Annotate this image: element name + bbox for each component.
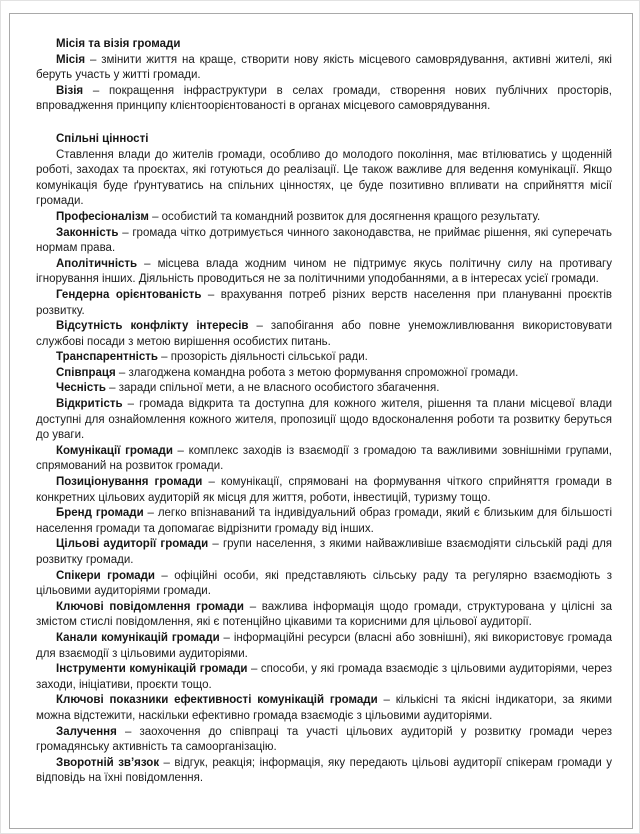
document-paragraph <box>36 725 612 756</box>
paragraph-term: Транспарентність <box>56 351 158 364</box>
document-paragraph <box>36 366 612 382</box>
paragraph-text: – громада відкрита та доступна для кожного жителя, рішення та плани місцевої влади доступні для ознайомлення кожного жителя, пропозиції щодо вдосконалення роботи та розвитку беруться до уваги. <box>36 398 612 442</box>
paragraph-term: Співпраця <box>56 366 116 379</box>
paragraph-term: Відкритість <box>56 398 123 411</box>
paragraph-text: – врахування потреб різних верств населення при плануванні проєктів розвитку. <box>36 288 612 317</box>
paragraph-term: Спікери громади <box>56 569 155 582</box>
paragraph-text: – заохочення до співпраці та участі цільових аудиторій у розвитку громади через громадянську активність та самоорганізацію. <box>36 725 612 754</box>
document-paragraph <box>36 53 612 84</box>
paragraph-text: – важлива інформація щодо громади, структурована у цілісні за змістом стислі повідомлення, які є потенційно цікавими та корисними для цільової аудиторії. <box>36 600 612 629</box>
paragraph-term: Законність <box>56 226 119 239</box>
document-paragraph <box>36 132 612 148</box>
paragraph-text: – злагоджена командна робота з метою формування спроможної громади. <box>115 366 519 379</box>
paragraph-term: Позиціонування громади <box>56 476 203 489</box>
paragraph-term: Візія <box>56 84 84 97</box>
document-paragraph <box>36 444 612 475</box>
document-page <box>9 13 633 829</box>
document-paragraph <box>36 210 612 226</box>
paragraph-text: – громада чітко дотримується чинного законодавства, не приймає рішення, які суперечать нормам права. <box>36 226 612 255</box>
paragraph-term: Цільові аудиторії громади <box>56 538 209 551</box>
document-body <box>36 37 612 787</box>
paragraph-text: – способи, у які громада взаємодіє з цільовими аудиторіями, через заходи, ініціативи, проєкти тощо. <box>36 663 613 691</box>
paragraph-term: Місія <box>56 53 86 66</box>
document-paragraph <box>36 226 612 257</box>
paragraph-text: – комплекс заходів із взаємодії з громадою та важливими зовнішніми групами, спрямований на розвиток громади. <box>36 444 612 473</box>
paragraph-text: – офіційні особи, які представляють сільську раду та регулярно взаємодіють з цільовими аудиторіями громади. <box>36 569 612 598</box>
paragraph-text: – покращення інфраструктури в селах громади, створення нових публічних просторів, впровадження принципу клієнтоорієнтованості в органах місцевого самоврядування. <box>36 84 612 113</box>
paragraph-term: Відсутність конфлікту інтересів <box>56 320 249 333</box>
paragraph-term: Професіоналізм <box>56 210 149 223</box>
document-paragraph <box>36 84 612 115</box>
document-paragraph <box>36 631 612 662</box>
document-paragraph <box>36 37 612 53</box>
paragraph-text: – відгук, реакція; інформація, яку передають цільові аудиторії спікерам громади у відповідь на їхні повідомлення. <box>36 756 612 785</box>
paragraph-term: Ключові показники ефективності комунікацій громади <box>56 694 378 707</box>
document-paragraph <box>36 397 612 444</box>
document-paragraph <box>36 693 612 724</box>
document-paragraph <box>36 257 612 288</box>
paragraph-term: Ключові повідомлення громади <box>56 600 244 613</box>
paragraph-term: Місія та візія громади <box>56 38 181 50</box>
document-paragraph <box>36 475 612 506</box>
document-paragraph <box>36 506 612 537</box>
document-paragraph <box>36 381 612 397</box>
paragraph-term: Залучення <box>56 725 117 738</box>
paragraph-term: Гендерна орієнтованість <box>56 288 202 301</box>
paragraph-term: Зворотній зв’язок <box>56 756 160 769</box>
paragraph-text: – запобігання або повне унеможливлювання використовувати службові посади з метою вирішення особистих питань. <box>36 320 612 348</box>
document-paragraph <box>36 350 612 366</box>
document-paragraph <box>36 662 612 693</box>
paragraph-text: – кількісні та якісні індикатори, за якими можна відстежити, наскільки ефективно громада взаємодіє з цільовими аудиторіями. <box>36 694 612 722</box>
paragraph-text: – легко впізнаваний та індивідуальний образ громади, який є близьким для більшості населення громади та допомагає відрізнити громаду від інших. <box>36 507 613 535</box>
paragraph-term: Аполітичність <box>56 257 138 270</box>
paragraph-term: Інструменти комунікацій громади <box>56 663 248 676</box>
paragraph-text: – інформаційні ресурси (власні або зовнішні), які використовує громада для взаємодії з цільовими аудиторіями. <box>36 631 613 660</box>
paragraph-text: – комунікації, спрямовані на формування чіткого сприйняття громади в конкретних цільових аудиторій як місця для життя, роботи, інвестицій, туризму тощо. <box>36 476 612 504</box>
paragraph-term: Канали комунікацій громади <box>56 631 220 644</box>
document-paragraph <box>36 569 612 600</box>
document-paragraph <box>36 319 612 350</box>
paragraph-text: Ставлення влади до жителів громади, особливо до молодого покоління, має втілюватись у щоденній роботі, заходах та проєктах, які готуються до реалізації. Це також важливе для ведення комунікації. Якщо комунікація буде ґрунтуватись на спільних цінностях, це буде позитивно впливати на сприйняття місії громади. <box>36 148 612 208</box>
document-paragraph <box>36 537 612 568</box>
paragraph-term: Бренд громади <box>56 507 144 520</box>
paragraph-term: Комунікації громади <box>56 444 173 457</box>
paragraph-text: – особистий та командний розвиток для досягнення кращого результату. <box>148 210 541 223</box>
paragraph-term: Спільні цінності <box>56 132 149 145</box>
paragraph-text: – заради спільної мети, а не власного особистого збагачення. <box>105 382 440 395</box>
document-paragraph <box>36 288 612 319</box>
paragraph-text: – місцева влада жодним чином не підтримує якусь політичну силу на противагу ігнорування інших. Діяльність проводиться не за політичними уподобаннями, а в інтересах усієї громади. <box>36 257 612 286</box>
paragraph-text: – групи населення, з якими найважливіше взаємодіяти сільській раді для розвитку громади. <box>36 538 613 566</box>
paragraph-text: – змінити життя на краще, створити нову якість місцевого самоврядування, активні жителі, які беруть участь у житті громади. <box>36 53 612 82</box>
document-paragraph <box>36 148 612 210</box>
document-paragraph <box>36 756 612 787</box>
paragraph-text: – прозорість діяльності сільської ради. <box>157 351 368 364</box>
paragraph-term: Чесність <box>56 382 106 395</box>
document-paragraph <box>36 600 612 631</box>
